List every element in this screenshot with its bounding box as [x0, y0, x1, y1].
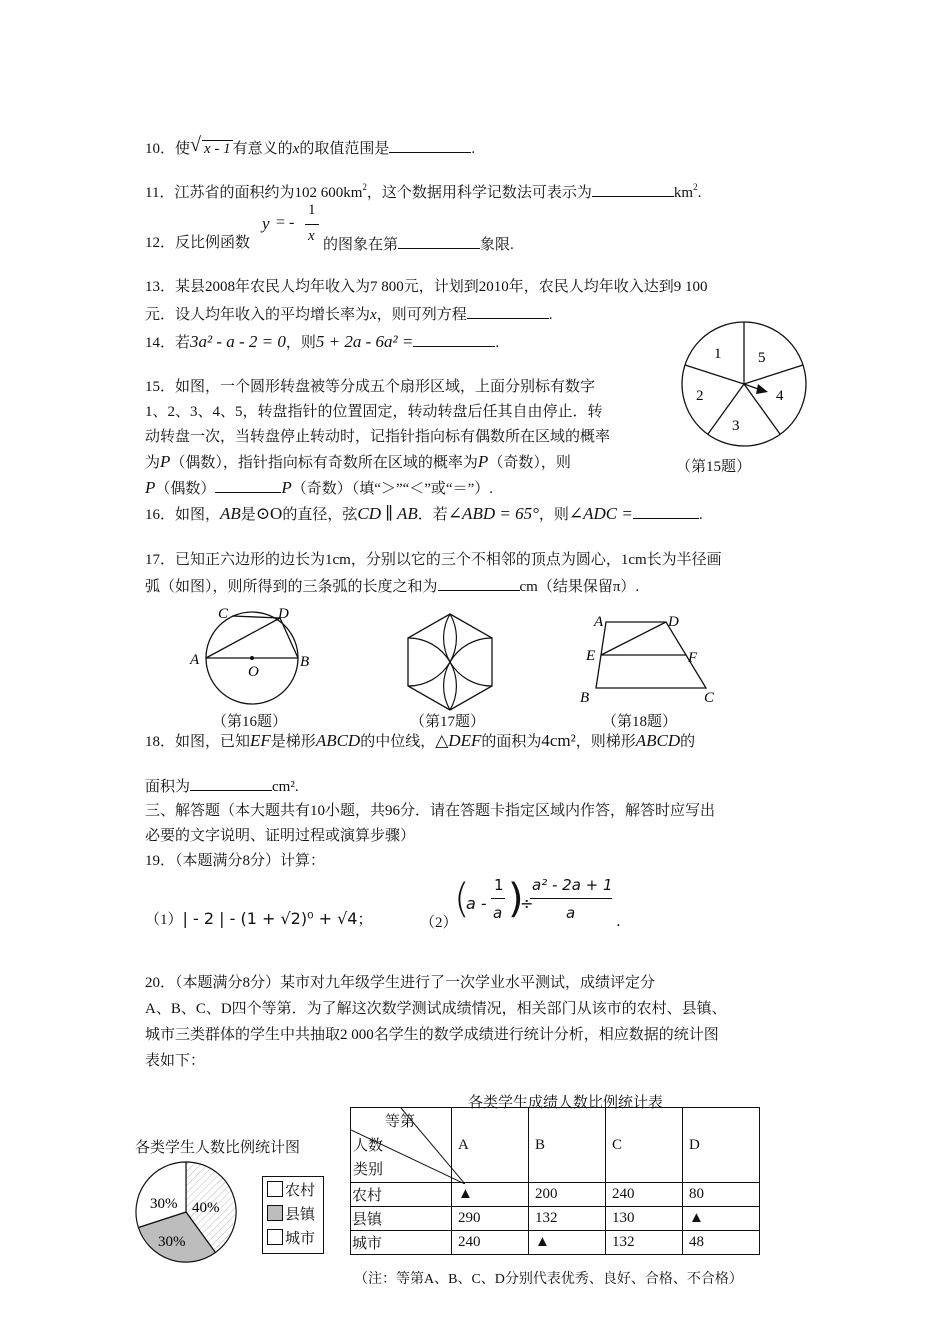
question-13-line1: 13．某县2008年农民人均年收入为7 800元，计划到2010年，农民人均年收入达到9 100 — [145, 279, 708, 295]
svg-text:30%: 30% — [150, 1196, 178, 1212]
legend-item-rural: 农村 — [267, 1181, 315, 1201]
figure-16-caption: （第16题） — [212, 714, 288, 730]
q12-formula: y = - 1 x — [262, 202, 332, 252]
header-a: A — [452, 1108, 529, 1183]
figure-18 — [578, 608, 728, 708]
svg-text:A: A — [594, 614, 604, 630]
question-20-line4: 表如下： — [145, 1053, 206, 1069]
answer-blank[interactable] — [389, 136, 471, 153]
question-13-line2: 元．设人均年收入的平均增长率为x，则可列方程 . — [145, 302, 552, 326]
svg-text:40%: 40% — [192, 1200, 220, 1216]
answer-blank[interactable] — [633, 502, 699, 519]
question-16: 16．如图，AB是⊙O的直径，弦CD ∥ AB．若∠ABD = 65°，则∠ADC = . — [145, 504, 703, 523]
svg-text:O: O — [248, 664, 259, 680]
pie-chart — [134, 1160, 244, 1264]
question-11: 11．江苏省的面积约为102 $600km^2$，这个数据用科学记数法可表示为 $km^2$. — [145, 182, 702, 201]
svg-text:C: C — [704, 690, 715, 706]
section-3-line1: 三、解答题（本大题共有10小题，共96分．请在答题卡指定区域内作答，解答时应写出 — [145, 803, 716, 819]
section-3-line2: 必要的文字说明、证明过程或演算步骤） — [145, 828, 416, 844]
figure-18-caption: （第18题） — [602, 714, 678, 730]
answer-blank[interactable] — [413, 330, 495, 347]
question-15-line5: P（偶数） P（奇数）（填“＞”“＜”或“＝”）. — [145, 478, 493, 497]
figure-15-caption: （第15题） — [676, 459, 752, 475]
svg-text:A: A — [190, 652, 200, 668]
question-15-line1: 15．如图，一个圆形转盘被等分成五个扇形区域，上面分别标有数字 — [145, 379, 596, 395]
question-12: 12．反比例函数 — [145, 235, 251, 251]
answer-blank[interactable] — [190, 774, 272, 791]
q19-part2-formula: ( a - 1 a ) ÷ a² - 2a + 1 a . — [454, 876, 621, 930]
question-19-title: 19．（本题满分8分）计算： — [145, 853, 326, 869]
answer-blank[interactable] — [215, 476, 281, 493]
svg-text:E: E — [586, 648, 596, 664]
question-20-line3: 城市三类群体的学生中共抽取2 000名学生的数学成绩进行统计分析，相应数据的统计图 — [145, 1027, 719, 1043]
sector-label-1: 1 — [714, 346, 722, 362]
answer-blank[interactable] — [467, 302, 549, 319]
question-15-line2: 1、2、3、4、5，转盘指针的位置固定，转动转盘后任其自由停止．转 — [145, 404, 603, 420]
pie-legend — [262, 1176, 324, 1254]
sector-label-5: 5 — [758, 350, 766, 366]
svg-text:B: B — [300, 654, 310, 670]
question-20-line2: A、B、C、D四个等第．为了解这次数学测试成绩情况，相关部门从该市的农村、县镇、 — [145, 1001, 727, 1017]
header-d: D — [683, 1108, 760, 1183]
sqrt-expression: √ x - 1 — [190, 134, 231, 157]
sector-label-4: 4 — [776, 388, 784, 404]
question-14: 14．若3a² - a - 2 = 0，则5 + 2a - 6a² = . — [145, 332, 500, 351]
pie-title: 各类学生人数比例统计图 — [135, 1140, 301, 1156]
svg-text:B: B — [580, 690, 590, 706]
sector-label-3: 3 — [732, 418, 740, 434]
question-18-line2: 面积为 cm². — [145, 774, 299, 798]
question-18-line1: 18．如图，已知EF是梯形ABCD的中位线，△DEF的面积为4cm²，则梯形ABCD的 — [145, 731, 696, 750]
question-17-line2: 弧（如图），则所得到的三条弧的长度之和为 cm（结果保留π）. — [145, 574, 639, 598]
sector-label-2: 2 — [696, 388, 704, 404]
figure-16 — [186, 604, 316, 714]
table-corner: 等第 人数 类别 — [351, 1108, 452, 1183]
svg-text:D: D — [668, 614, 679, 630]
question-20-line1: 20．（本题满分8分）某市对九年级学生进行了一次学业水平测试，成绩评定分 — [145, 975, 656, 991]
legend-item-city: 城市 — [267, 1229, 315, 1249]
table-row: 县镇 290 132 130 ▲ — [351, 1207, 760, 1231]
answer-blank[interactable] — [438, 574, 520, 591]
header-c: C — [606, 1108, 683, 1183]
svg-text:C: C — [218, 606, 229, 622]
table-row: 农村 ▲ 200 240 80 — [351, 1183, 760, 1207]
figure-17-caption: （第17题） — [410, 714, 486, 730]
legend-item-county: 县镇 — [267, 1205, 315, 1225]
table-title: 各类学生成绩人数比例统计表 — [468, 1095, 664, 1111]
table-row: 城市 240 ▲ 132 48 — [351, 1231, 760, 1255]
question-15-line3: 动转盘一次，当转盘停止转动时，记指针指向标有偶数所在区域的概率 — [145, 429, 611, 445]
header-b: B — [529, 1108, 606, 1183]
figure-17 — [400, 612, 500, 712]
table-note: （注：等第A、B、C、D分别代表优秀、良好、合格、不合格） — [354, 1272, 743, 1287]
answer-blank[interactable] — [592, 180, 674, 197]
question-19-part2-label: （2） — [420, 915, 458, 931]
svg-text:D: D — [278, 606, 289, 622]
svg-text:F: F — [688, 650, 698, 666]
answer-blank[interactable] — [398, 232, 480, 249]
question-15-line4: 为P（偶数），指针指向标有奇数所在区域的概率为P（奇数），则 — [145, 452, 571, 471]
question-17-line1: 17．已知正六边形的边长为1cm，分别以它的三个不相邻的顶点为圆心，1cm长为半径画 — [145, 552, 722, 568]
question-19-part1: （1）| - 2 | - (1 + √2)⁰ + √4； — [145, 909, 373, 928]
grade-table — [350, 1107, 760, 1255]
spinner-figure — [680, 320, 810, 450]
question-12-tail: 的图象在第 象限. — [323, 232, 514, 256]
question-10: 10．使 √ x - 1 有意义的x的取值范围是 . — [145, 136, 475, 160]
q10-text: 10．使 — [145, 141, 191, 157]
svg-text:30%: 30% — [158, 1234, 186, 1250]
